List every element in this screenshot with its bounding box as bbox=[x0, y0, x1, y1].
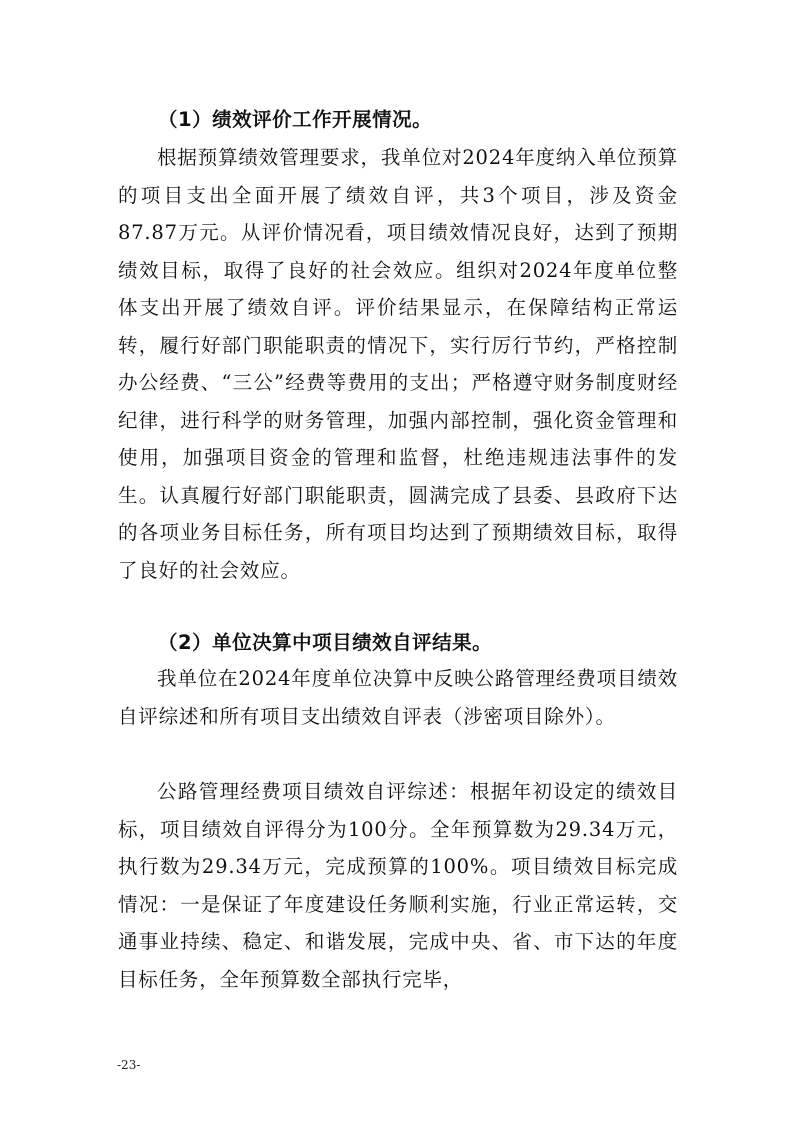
section-heading-self-evaluation-results: （2）单位决算中项目绩效自评结果。 bbox=[158, 631, 493, 654]
paragraph-road-management-summary: 公路管理经费项目绩效自评综述：根据年初设定的绩效目标，项目绩效自评得分为100分。全年预算数为29.34万元，执行数为29.34万元，完成预算的100%。项目绩效目标完成情况：一是保证了年度建设任务顺利实施，行业正常运转，交通事业持续、稳定、和谐发展，完成中央、省、市下达的年度目标任务，全年预算数全部执行完毕， bbox=[118, 780, 678, 991]
paragraph-performance-evaluation: 根据预算绩效管理要求，我单位对2024年度纳入单位预算的项目支出全面开展了绩效自评，共3个项目，涉及资金87.87万元。从评价情况看，项目绩效情况良好，达到了预期绩效目标，取得了良好的社会效应。组织对2024年度单位整体支出开展了绩效自评。评价结果显示，在保障结构正常运转，履行好部门职能职责的情况下，实行厉行节约，严格控制办公经费、“三公”经费等费用的支出；严格遵守财务制度财经纪律，进行科学的财务管理，加强内部控制，强化资金管理和使用，加强项目资金的管理和监督，杜绝违规违法事件的发生。认真履行好部门职能职责，圆满完成了县委、县政府下达的各项业务目标任务，所有项目均达到了预期绩效目标，取得了良好的社会效应。 bbox=[118, 146, 678, 582]
section-heading-performance-evaluation: （1）绩效评价工作开展情况。 bbox=[158, 108, 433, 131]
paragraph-final-accounts-summary: 我单位在2024年度单位决算中反映公路管理经费项目绩效自评综述和所有项目支出绩效自评表（涉密项目除外）。 bbox=[118, 667, 678, 728]
page-number: -23- bbox=[117, 1058, 141, 1072]
